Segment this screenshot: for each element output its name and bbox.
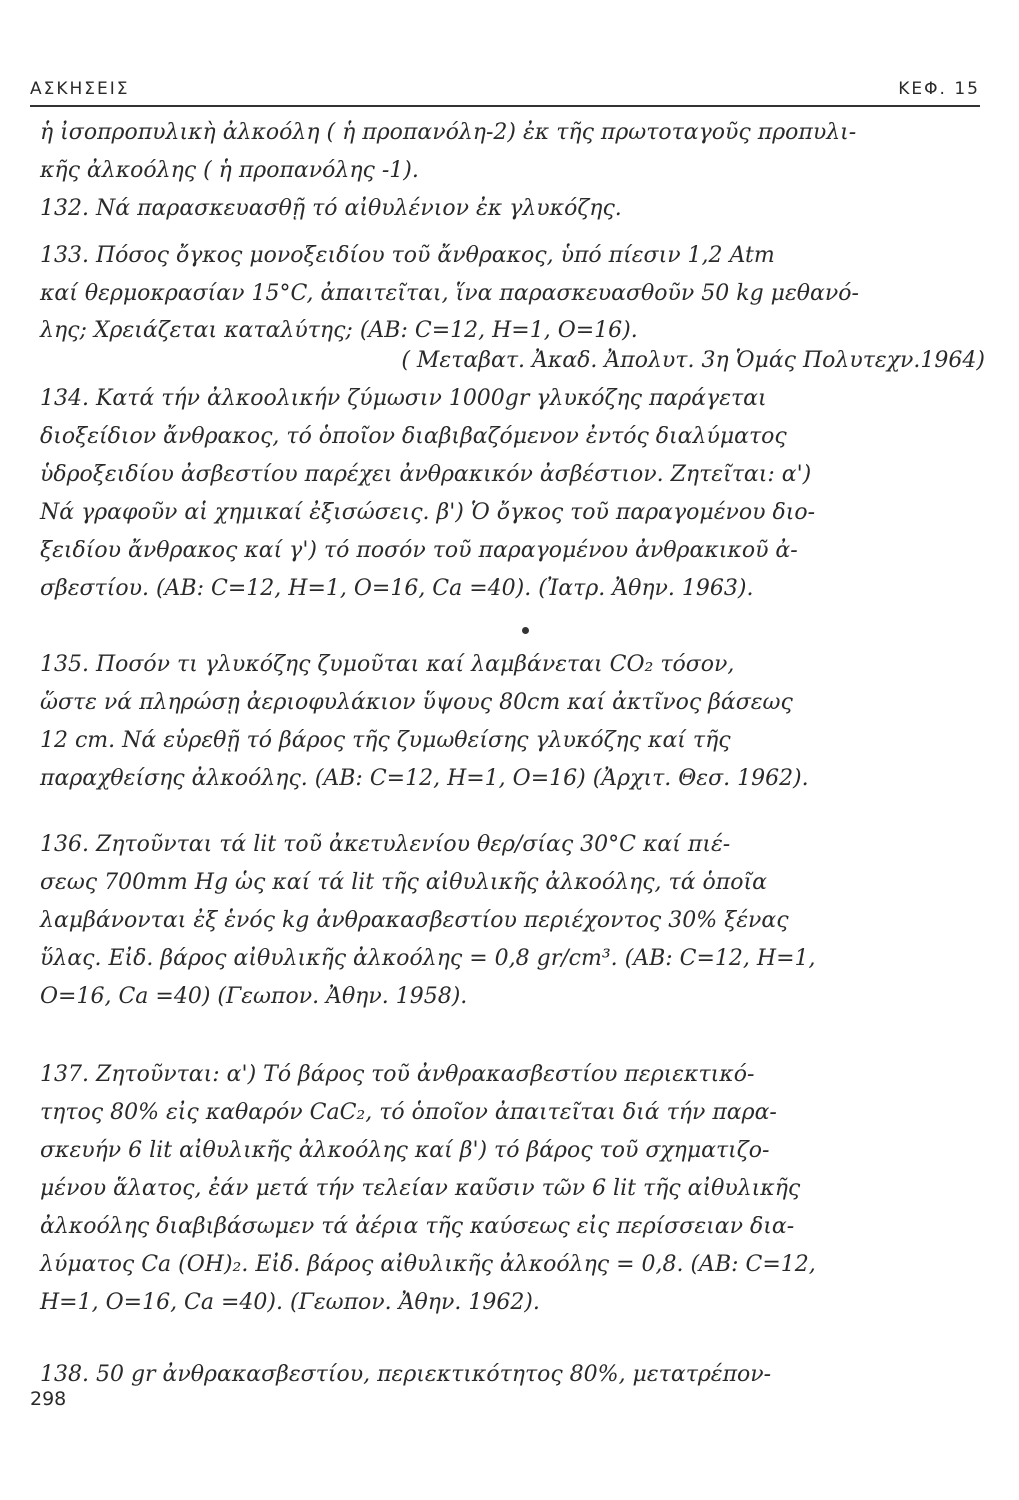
page-number: 298 [30,1388,67,1410]
text-line: διοξείδιον ἄνθρακος, τό ὁποῖον διαβιβαζόμενον ἐντός διαλύματος [40,424,787,449]
text-line: 12 cm. Νά εὑρεθῇ τό βάρος τῆς ζυμωθείσης γλυκόζης καί τῆς [40,728,731,753]
header-chapter: ΚΕΦ. 15 [898,79,980,99]
text-line: σεως 700mm Hg ὡς καί τά lit τῆς αἰθυλικῆς ἀλκοόλης, τά ὁποῖα [40,870,767,895]
text-line: σβεστίου. (AB: C=12, H=1, O=16, Ca =40). (Ἰατρ. Ἀθην. 1963). [40,576,754,601]
header-title: ΑΣΚΗΣΕΙΣ [30,79,130,99]
text-line: τητος 80% εἰς καθαρόν CaC₂, τό ὁποῖον ἀπαιτεῖται διά τήν παρα- [40,1100,777,1125]
text-line: μένου ἅλατος, ἐάν μετά τήν τελείαν καῦσιν τῶν 6 lit τῆς αἰθυλικῆς [40,1176,801,1201]
text-line: λης; Χρειάζεται καταλύτης; (AB: C=12, H=1, O=16). [40,318,638,343]
text-line: ἡ ἰσοπροπυλικὴ ἀλκοόλη ( ἡ προπανόλη-2) ἐκ τῆς πρωτοταγοῦς προπυλι- [40,120,857,145]
text-line: λαμβάνονται ἐξ ἑνός kg ἀνθρακασβεστίου περιέχοντος 30% ξένας [40,908,789,933]
text-line: ἀλκοόλης διαβιβάσωμεν τά ἀέρια τῆς καύσεως εἰς περίσσειαν δια- [40,1214,795,1239]
exercise-132: 132. Νά παρασκευασθῇ τό αἰθυλένιον ἐκ γλυκόζης. [40,196,622,221]
exercise-136: 136. Ζητοῦνται τά lit τοῦ ἀκετυλενίου θερ/σίας 30°C καί πιέ- [40,832,731,857]
text-line: O=16, Ca =40) (Γεωπον. Ἀθην. 1958). [40,984,468,1009]
text-line: Νά γραφοῦν αἱ χημικαί ἐξισώσεις. β') Ὁ ὄγκος τοῦ παραγομένου διο- [40,500,816,525]
text-line: ξειδίου ἄνθρακος καί γ') τό ποσόν τοῦ παραγομένου ἀνθρακικοῦ ἀ- [40,538,798,563]
text-line: ὕλας. Εἰδ. βάρος αἰθυλικῆς ἀλκοόλης = 0,8 gr/cm³. (AB: C=12, H=1, [40,946,816,971]
text-line: καί θερμοκρασίαν 15°C, ἀπαιτεῖται, ἵνα παρασκευασθοῦν 50 kg μεθανό- [40,281,859,306]
exercise-138: 138. 50 gr ἀνθρακασβεστίου, περιεκτικότητος 80%, μετατρέπον- [40,1362,772,1387]
text-line: H=1, O=16, Ca =40). (Γεωπον. Ἀθην. 1962). [40,1290,540,1315]
text-line: κῆς ἀλκοόλης ( ἡ προπανόλης -1). [40,158,419,183]
exercise-135: 135. Ποσόν τι γλυκόζης ζυμοῦται καί λαμβάνεται CO₂ τόσον, [40,652,735,677]
text-line: σκευήν 6 lit αἰθυλικῆς ἀλκοόλης καί β') τό βάρος τοῦ σχηματιζο- [40,1138,770,1163]
running-header [30,75,980,107]
exercise-134: 134. Κατά τήν ἀλκοολικήν ζύμωσιν 1000gr γλυκόζης παράγεται [40,386,767,411]
source-citation: ( Μεταβατ. Ἀκαδ. Ἀπολυτ. 3η Ὁμάς Πολυτεχν.1964) [401,348,985,373]
bullet-dot [522,627,529,634]
text-line: παραχθείσης ἀλκοόλης. (AB: C=12, H=1, O=16) (Ἀρχιτ. Θεσ. 1962). [40,766,809,791]
text-line: λύματος Ca (OH)₂. Εἰδ. βάρος αἰθυλικῆς ἀλκοόλης = 0,8. (AB: C=12, [40,1252,816,1277]
text-line: ὑδροξειδίου ἀσβεστίου παρέχει ἀνθρακικόν ἀσβέστιον. Ζητεῖται: α') [40,462,812,487]
exercise-133: 133. Πόσος ὄγκος μονοξειδίου τοῦ ἄνθρακος, ὑπό πίεσιν 1,2 Atm [40,243,775,268]
text-line: ὥστε νά πληρώσῃ ἀεριοφυλάκιον ὕψους 80cm καί ἀκτῖνος βάσεως [40,690,793,715]
exercise-137: 137. Ζητοῦνται: α') Τό βάρος τοῦ ἀνθρακασβεστίου περιεκτικό- [40,1062,755,1087]
